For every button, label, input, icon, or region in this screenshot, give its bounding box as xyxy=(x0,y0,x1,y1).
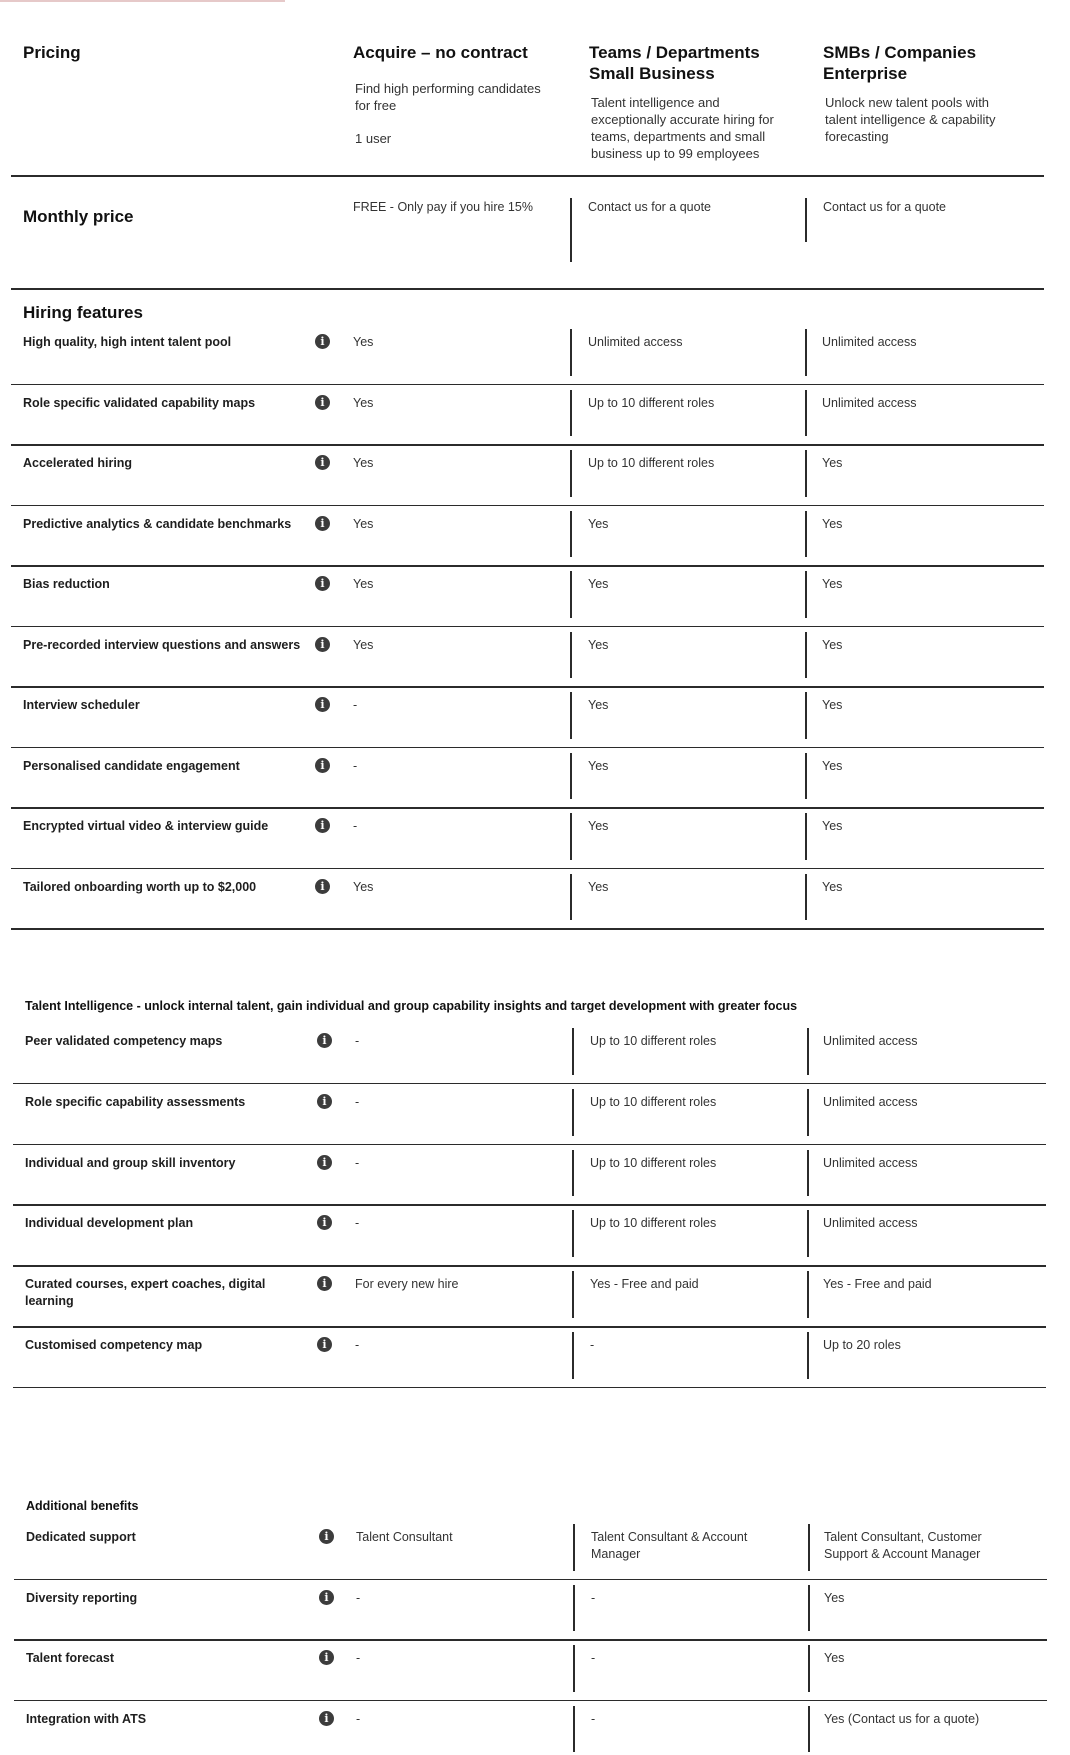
plan-cell: Yes xyxy=(588,819,609,833)
feature-label: Personalised candidate engagement xyxy=(23,758,240,773)
column-divider xyxy=(805,390,807,437)
info-icon[interactable]: i xyxy=(319,1590,334,1605)
plan-cell: Unlimited access xyxy=(823,1034,918,1048)
plan-cell: Up to 10 different roles xyxy=(588,395,715,410)
info-icon[interactable]: i xyxy=(317,1215,332,1230)
plan-cell: Yes xyxy=(822,577,843,591)
column-divider xyxy=(570,571,572,618)
column-divider xyxy=(805,874,807,921)
plan-cell: - xyxy=(355,1155,360,1170)
row-divider xyxy=(11,928,1044,930)
column-divider xyxy=(808,1706,810,1753)
plan-cell: - xyxy=(355,1338,360,1352)
plan-cell: - xyxy=(353,819,358,833)
row-divider xyxy=(14,1639,1047,1641)
column-divider xyxy=(572,1271,574,1318)
feature-label: Pre-recorded interview questions and answers xyxy=(23,637,301,652)
plan-cell: Yes xyxy=(588,698,609,712)
plan-cell: Yes xyxy=(353,456,374,470)
plan-cell: Yes xyxy=(588,758,609,773)
plan-title: Acquire – no contract xyxy=(353,43,528,62)
plan-cell: - xyxy=(356,1590,361,1605)
feature-label: Role specific validated capability maps xyxy=(23,395,256,410)
row-divider xyxy=(13,1204,1046,1206)
column-divider xyxy=(807,1028,809,1075)
row-divider xyxy=(11,626,1044,628)
row-divider xyxy=(13,1083,1046,1085)
column-divider xyxy=(570,692,572,739)
plan-cell: Yes xyxy=(588,879,609,894)
plan-cell: Up to 10 different roles xyxy=(590,1034,717,1048)
plan-cell: Yes xyxy=(822,879,843,894)
plan-cell: Talent Consultant xyxy=(356,1530,453,1544)
column-divider xyxy=(573,1706,575,1753)
plan-cell: Yes (Contact us for a quote) xyxy=(824,1711,980,1726)
plan-cell: - xyxy=(591,1711,596,1726)
plan-cell: Yes xyxy=(822,698,843,712)
plan-teams-header xyxy=(589,42,789,162)
row-divider xyxy=(11,747,1044,749)
feature-label: High quality, high intent talent pool xyxy=(23,335,232,349)
column-divider xyxy=(807,1332,809,1379)
column-divider xyxy=(805,198,807,242)
column-divider xyxy=(570,753,572,800)
plan-cell: Yes - Free and paid xyxy=(590,1277,699,1292)
column-divider xyxy=(805,632,807,679)
plan-cell: Talent Consultant & Account Manager xyxy=(591,1530,748,1561)
info-icon[interactable]: i xyxy=(315,576,330,591)
info-icon[interactable]: i xyxy=(319,1529,334,1544)
info-icon[interactable]: i xyxy=(317,1276,332,1291)
feature-label: Peer validated competency maps xyxy=(25,1034,223,1048)
plan-cell: Talent Consultant, Customer Support & Account Manager xyxy=(824,1530,982,1561)
plan-cell: - xyxy=(590,1338,595,1352)
column-divider xyxy=(805,329,807,376)
plan-enterprise-header xyxy=(823,42,1023,145)
plan-description: Find high performing candidates for free xyxy=(355,81,541,113)
column-divider xyxy=(572,1150,574,1197)
plan-acquire-header xyxy=(353,42,558,147)
feature-label: Encrypted virtual video & interview guide xyxy=(23,819,269,833)
info-icon[interactable]: i xyxy=(317,1033,332,1048)
feature-label: Talent forecast xyxy=(26,1651,114,1665)
column-divider xyxy=(805,450,807,497)
plan-cell: - xyxy=(355,1094,360,1109)
plan-cell: Up to 10 different roles xyxy=(590,1216,717,1231)
plan-cell: Up to 20 roles xyxy=(823,1338,901,1352)
plan-cell: - xyxy=(355,1034,360,1048)
info-icon[interactable]: i xyxy=(315,697,330,712)
plan-users: 1 user xyxy=(355,131,392,146)
column-divider xyxy=(570,450,572,497)
plan-cell: - xyxy=(355,1216,360,1231)
divider xyxy=(11,288,1044,290)
plan-cell: - xyxy=(356,1711,361,1726)
top-accent-line xyxy=(0,0,285,2)
plan-cell: Up to 10 different roles xyxy=(590,1094,717,1109)
info-icon[interactable]: i xyxy=(317,1155,332,1170)
plan-cell: Yes xyxy=(822,516,843,531)
info-icon[interactable]: i xyxy=(317,1094,332,1109)
plan-cell: Yes xyxy=(822,637,843,652)
info-icon[interactable]: i xyxy=(315,334,330,349)
info-icon[interactable]: i xyxy=(315,818,330,833)
plan-cell: Yes xyxy=(588,637,609,652)
section-title: Talent Intelligence - unlock internal talent, gain individual and group capability insights and target development with greater focus xyxy=(25,999,798,1013)
monthly-price-teams: Contact us for a quote xyxy=(588,200,711,214)
plan-cell: Yes xyxy=(353,577,374,591)
feature-label: Customised competency map xyxy=(25,1338,203,1352)
row-divider xyxy=(11,807,1044,809)
plan-cell: Yes xyxy=(822,819,843,833)
plan-cell: Unlimited access xyxy=(823,1216,918,1231)
column-divider xyxy=(807,1089,809,1136)
column-divider xyxy=(805,813,807,860)
row-divider xyxy=(13,1387,1046,1389)
column-divider xyxy=(805,692,807,739)
column-divider xyxy=(572,1089,574,1136)
row-divider xyxy=(14,1700,1047,1702)
plan-cell: Yes xyxy=(353,516,374,531)
column-divider xyxy=(808,1645,810,1692)
pricing-heading: Pricing xyxy=(23,43,81,62)
plan-cell: Yes - Free and paid xyxy=(823,1277,932,1292)
info-icon[interactable]: i xyxy=(315,637,330,652)
column-divider xyxy=(808,1524,810,1571)
column-divider xyxy=(570,813,572,860)
column-divider xyxy=(805,753,807,800)
feature-label: Integration with ATS xyxy=(26,1711,147,1726)
column-divider xyxy=(570,390,572,437)
divider xyxy=(11,175,1044,177)
plan-cell: - xyxy=(353,698,358,712)
row-divider xyxy=(13,1326,1046,1328)
column-divider xyxy=(572,1332,574,1379)
row-divider xyxy=(13,1265,1046,1267)
plan-cell: Unlimited access xyxy=(588,335,683,349)
column-divider xyxy=(573,1645,575,1692)
plan-cell: Yes xyxy=(353,335,374,349)
column-divider xyxy=(808,1585,810,1632)
plan-cell: Yes xyxy=(822,456,843,470)
section-title: Hiring features xyxy=(23,303,143,322)
column-divider xyxy=(572,1210,574,1257)
column-divider xyxy=(572,1028,574,1075)
plan-cell: - xyxy=(591,1651,596,1665)
info-icon[interactable]: i xyxy=(315,455,330,470)
row-divider xyxy=(11,384,1044,386)
column-divider xyxy=(570,632,572,679)
feature-label: Bias reduction xyxy=(23,577,110,591)
plan-cell: - xyxy=(591,1590,596,1605)
plan-cell: Unlimited access xyxy=(822,395,917,410)
plan-cell: Yes xyxy=(824,1651,845,1665)
column-divider xyxy=(807,1271,809,1318)
plan-cell: Up to 10 different roles xyxy=(590,1155,717,1170)
plan-cell: For every new hire xyxy=(355,1277,459,1292)
column-divider xyxy=(805,571,807,618)
column-divider xyxy=(570,329,572,376)
feature-label: Tailored onboarding worth up to $2,000 xyxy=(23,879,257,894)
plan-cell: Yes xyxy=(822,758,843,773)
plan-cell: Yes xyxy=(353,395,374,410)
plan-cell: Yes xyxy=(588,516,609,531)
monthly-price-label: Monthly price xyxy=(23,207,134,226)
column-divider xyxy=(807,1210,809,1257)
row-divider xyxy=(11,505,1044,507)
feature-label: Individual and group skill inventory xyxy=(25,1155,236,1170)
column-divider xyxy=(570,874,572,921)
column-divider xyxy=(807,1150,809,1197)
feature-label: Predictive analytics & candidate benchmarks xyxy=(23,516,292,531)
info-icon[interactable]: i xyxy=(317,1337,332,1352)
plan-cell: Unlimited access xyxy=(822,335,917,349)
feature-label: Role specific capability assessments xyxy=(25,1094,246,1109)
plan-cell: Yes xyxy=(353,637,374,652)
info-icon[interactable]: i xyxy=(319,1650,334,1665)
plan-cell: Up to 10 different roles xyxy=(588,456,715,470)
feature-label: Diversity reporting xyxy=(26,1590,138,1605)
plan-title: SMBs / Companies Enterprise xyxy=(823,43,977,83)
feature-label: Individual development plan xyxy=(25,1216,194,1231)
column-divider xyxy=(573,1585,575,1632)
plan-cell: Yes xyxy=(824,1590,845,1605)
monthly-price-enterprise: Contact us for a quote xyxy=(823,200,946,214)
column-divider xyxy=(570,198,572,262)
plan-title: Teams / Departments Small Business xyxy=(589,43,760,83)
row-divider xyxy=(11,868,1044,870)
plan-cell: Yes xyxy=(588,577,609,591)
row-divider xyxy=(11,686,1044,688)
plan-cell: - xyxy=(353,758,358,773)
column-divider xyxy=(805,511,807,558)
column-divider xyxy=(570,511,572,558)
info-icon[interactable]: i xyxy=(319,1711,334,1726)
info-icon[interactable]: i xyxy=(315,758,330,773)
plan-cell: Yes xyxy=(353,879,374,894)
plan-cell: - xyxy=(356,1651,361,1665)
row-divider xyxy=(13,1144,1046,1146)
feature-label: Curated courses, expert coaches, digital learning xyxy=(25,1277,266,1309)
row-divider xyxy=(11,565,1044,567)
row-divider xyxy=(14,1579,1047,1581)
info-icon[interactable]: i xyxy=(315,879,330,894)
info-icon[interactable]: i xyxy=(315,516,330,531)
monthly-price-acquire: FREE - Only pay if you hire 15% xyxy=(353,200,533,214)
plan-description: Unlock new talent pools with talent intelligence & capability forecasting xyxy=(825,95,996,144)
feature-label: Dedicated support xyxy=(26,1530,136,1544)
feature-label: Accelerated hiring xyxy=(23,456,133,470)
info-icon[interactable]: i xyxy=(315,395,330,410)
plan-description: Talent intelligence and exceptionally accurate hiring for teams, departments and small business up to 99 employees xyxy=(591,95,774,161)
feature-label: Interview scheduler xyxy=(23,698,140,712)
section-title: Additional benefits xyxy=(26,1499,139,1513)
plan-cell: Unlimited access xyxy=(823,1155,918,1170)
row-divider xyxy=(11,444,1044,446)
column-divider xyxy=(573,1524,575,1571)
plan-cell: Unlimited access xyxy=(823,1094,918,1109)
